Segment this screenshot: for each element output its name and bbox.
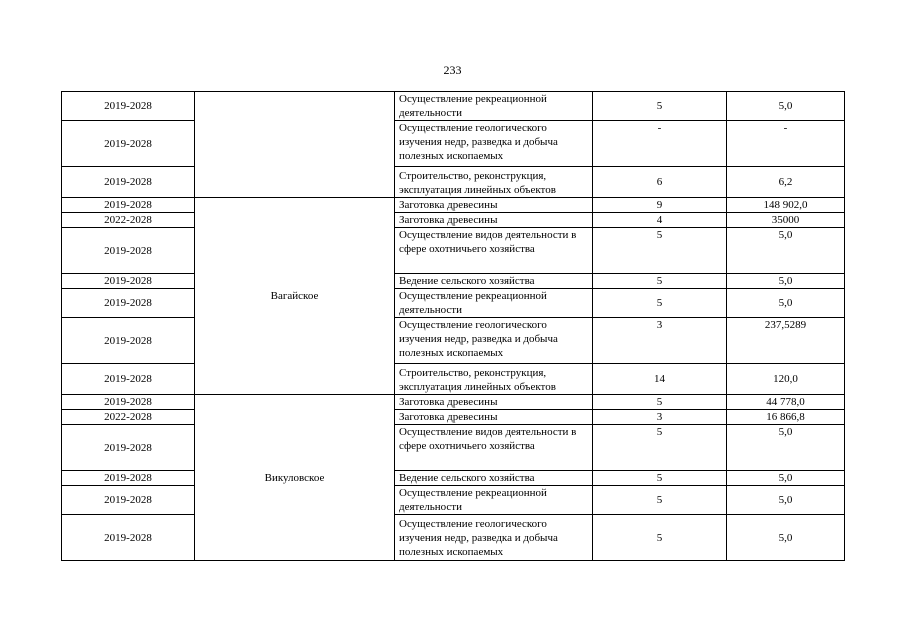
count-cell: 14: [593, 364, 727, 395]
count-cell: 5: [593, 471, 727, 486]
period-cell: 2019-2028: [62, 425, 195, 471]
period-cell: 2019-2028: [62, 395, 195, 410]
count-cell: 5: [593, 395, 727, 410]
activity-cell: Осуществление видов деятельности в сфере охотничьего хозяйства: [395, 228, 593, 274]
count-cell: 3: [593, 410, 727, 425]
table-row: [62, 198, 845, 213]
value-cell: 148 902,0: [727, 198, 845, 213]
table-row: [62, 410, 845, 425]
period-cell: 2019-2028: [62, 92, 195, 121]
value-cell: 35000: [727, 213, 845, 228]
period-cell: 2019-2028: [62, 228, 195, 274]
value-cell: 5,0: [727, 228, 845, 274]
period-cell: 2019-2028: [62, 486, 195, 515]
activity-cell: Заготовка древесины: [395, 213, 593, 228]
count-cell: 5: [593, 486, 727, 515]
value-cell: 5,0: [727, 289, 845, 318]
value-cell: 16 866,8: [727, 410, 845, 425]
value-cell: 5,0: [727, 425, 845, 471]
value-cell: 237,5289: [727, 318, 845, 364]
count-cell: 5: [593, 515, 727, 561]
value-cell: 120,0: [727, 364, 845, 395]
activity-cell: Заготовка древесины: [395, 198, 593, 213]
value-cell: 5,0: [727, 471, 845, 486]
count-cell: 5: [593, 92, 727, 121]
table-row: [62, 289, 845, 318]
table-row: [62, 228, 845, 274]
table-row: [62, 167, 845, 198]
table-row: [62, 92, 845, 121]
count-cell: 5: [593, 274, 727, 289]
activity-cell: Строительство, реконструкция, эксплуатация линейных объектов: [395, 167, 593, 198]
activity-cell: Строительство, реконструкция, эксплуатация линейных объектов: [395, 364, 593, 395]
activity-cell: Осуществление рекреационной деятельности: [395, 92, 593, 121]
activity-cell: Осуществление геологического изучения недр, разведка и добыча полезных ископаемых: [395, 515, 593, 561]
period-cell: 2019-2028: [62, 121, 195, 167]
value-cell: 6,2: [727, 167, 845, 198]
table-row: [62, 425, 845, 471]
table-row: [62, 486, 845, 515]
value-cell: 5,0: [727, 486, 845, 515]
count-cell: 9: [593, 198, 727, 213]
table-body: [62, 92, 845, 561]
period-cell: 2019-2028: [62, 289, 195, 318]
count-cell: 5: [593, 289, 727, 318]
period-cell: 2019-2028: [62, 318, 195, 364]
period-cell: 2019-2028: [62, 471, 195, 486]
table-row: [62, 121, 845, 167]
table-row: [62, 471, 845, 486]
forest-use-table: [61, 91, 845, 561]
activity-cell: Ведение сельского хозяйства: [395, 274, 593, 289]
table-row: [62, 395, 845, 410]
value-cell: 44 778,0: [727, 395, 845, 410]
value-cell: 5,0: [727, 274, 845, 289]
period-cell: 2019-2028: [62, 364, 195, 395]
value-cell: -: [727, 121, 845, 167]
district-cell: Викуловское: [195, 395, 395, 561]
activity-cell: Осуществление рекреационной деятельности: [395, 289, 593, 318]
page-number: 233: [443, 63, 462, 77]
period-cell: 2019-2028: [62, 515, 195, 561]
count-cell: 4: [593, 213, 727, 228]
count-cell: 6: [593, 167, 727, 198]
activity-cell: Осуществление геологического изучения недр, разведка и добыча полезных ископаемых: [395, 318, 593, 364]
table-row: [62, 364, 845, 395]
period-cell: 2022-2028: [62, 410, 195, 425]
period-cell: 2022-2028: [62, 213, 195, 228]
count-cell: 5: [593, 228, 727, 274]
table-row: [62, 515, 845, 561]
activity-cell: Ведение сельского хозяйства: [395, 471, 593, 486]
period-cell: 2019-2028: [62, 274, 195, 289]
value-cell: 5,0: [727, 92, 845, 121]
count-cell: 5: [593, 425, 727, 471]
table-row: [62, 213, 845, 228]
count-cell: 3: [593, 318, 727, 364]
table-row: [62, 274, 845, 289]
table-row: [62, 318, 845, 364]
activity-cell: Заготовка древесины: [395, 395, 593, 410]
count-cell: -: [593, 121, 727, 167]
period-cell: 2019-2028: [62, 198, 195, 213]
activity-cell: Заготовка древесины: [395, 410, 593, 425]
activity-cell: Осуществление геологического изучения недр, разведка и добыча полезных ископаемых: [395, 121, 593, 167]
activity-cell: Осуществление видов деятельности в сфере охотничьего хозяйства: [395, 425, 593, 471]
district-cell: Вагайское: [195, 198, 395, 395]
period-cell: 2019-2028: [62, 167, 195, 198]
activity-cell: Осуществление рекреационной деятельности: [395, 486, 593, 515]
district-cell: [195, 92, 395, 198]
value-cell: 5,0: [727, 515, 845, 561]
